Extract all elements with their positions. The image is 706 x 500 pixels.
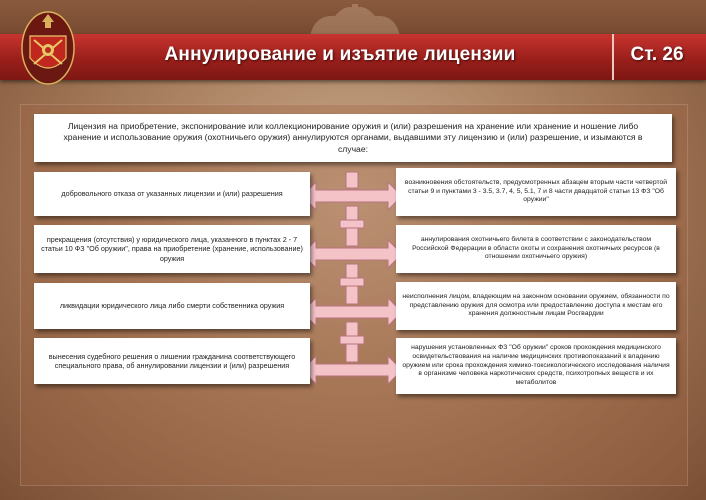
- title-divider: [612, 34, 614, 80]
- left-reason-4: вынесения судебного решения о лишении гражданина соответствующего специального права, об аннулировании лицензии и (или) разрешения: [34, 338, 310, 384]
- right-reason-3: неисполнения лицом, владеющим на законном основании оружием, обязанности по представлению оружия для осмотра или предоставлению доступа к местам его хранения должностным лицам Росгвардии: [396, 282, 676, 330]
- left-reason-2: прекращения (отсутствия) у юридического лица, указанного в пунктах 2 - 7 статьи 10 ФЗ "Об оружии", права на приобретение (хранение, использование) оружия: [34, 225, 310, 273]
- double-arrow-icon: [300, 170, 404, 400]
- page-title: Аннулирование и изъятие лицензии: [164, 44, 516, 65]
- right-reason-4: нарушения установленных ФЗ "Об оружии" сроков прохождения медицинского освидетельствования на наличие медицинских противопоказаний к владению оружием или срока прохождения химико-токсикологического исследования наличия в организме человека наркотических средств, психотропных веществ и их метаболитов: [396, 338, 676, 394]
- intro-box: Лицензия на приобретение, экспонирование или коллекционирование оружия и (или) разрешения на хранение или хранение и ношение либо хранение и использование оружия (охотничьего оружия) аннулируются органами, выдавшими эту лицензию и (или) разрешение, и изымаются в случае:: [34, 114, 672, 162]
- left-reason-3: ликвидации юридического лица либо смерти собственника оружия: [34, 283, 310, 329]
- right-reason-1: возникновения обстоятельств, предусмотренных абзацем вторым части четвертой статьи 9 и пунктами 3 - 3.5, 3.7, 4, 5, 5.1, 7 и 8 части двадцатой статьи 13 ФЗ "Об оружии": [396, 168, 676, 216]
- rosgvardia-emblem-icon: [20, 8, 76, 86]
- crown-watermark-icon: [300, 4, 410, 38]
- article-number: Ст. 26: [630, 44, 684, 65]
- right-reason-2: аннулирования охотничьего билета в соответствии с законодательством Российской Федерации в области охоты и сохранения охотничьих ресурсов (в отношении охотничьего оружия): [396, 225, 676, 273]
- left-reason-1: добровольного отказа от указанных лицензии и (или) разрешения: [34, 172, 310, 216]
